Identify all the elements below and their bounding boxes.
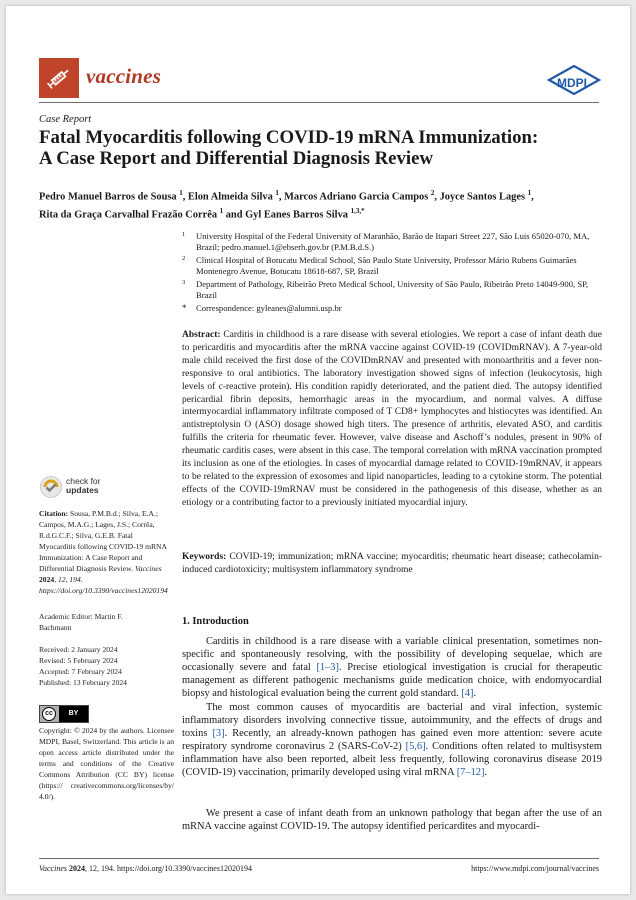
received-date: Received: 2 January 2024 bbox=[39, 645, 118, 654]
author-name[interactable]: Joyce Santos Lages bbox=[439, 191, 528, 203]
affiliations bbox=[182, 231, 602, 317]
abstract-label: Abstract: bbox=[182, 330, 221, 340]
author-separator: , bbox=[278, 191, 285, 203]
text: . bbox=[484, 767, 488, 778]
author-affiliation: 2 bbox=[430, 189, 435, 197]
title-line: Fatal Myocarditis following COVID-19 mRNA Immunization: bbox=[39, 127, 539, 148]
citation-label: Citation: bbox=[39, 509, 69, 518]
article-title bbox=[39, 127, 599, 169]
citation-link[interactable]: [1–3] bbox=[316, 662, 339, 673]
check-for-updates-label[interactable] bbox=[66, 477, 101, 495]
editor-name: Bachmann bbox=[39, 623, 72, 632]
author-name[interactable]: Marcos Adriano Garcia Campos bbox=[284, 191, 431, 203]
citation-journal: Vaccines bbox=[134, 564, 162, 573]
affiliation-text: Clinical Hospital of Botucatu Medical School, São Paulo State University, Professor Mário Rubens Guimarães Montenegro Avenue, Botucatu 18618-687, SP, Brazil bbox=[196, 255, 577, 276]
title-line: A Case Report and Differential Diagnosis Review bbox=[39, 148, 434, 169]
citation-year: 2024 bbox=[39, 575, 55, 584]
check-line: check for bbox=[66, 476, 101, 486]
author-name[interactable]: Elon Almeida Silva bbox=[187, 191, 276, 203]
citation-link[interactable]: [5,6] bbox=[405, 741, 426, 752]
check-for-updates-icon[interactable] bbox=[39, 475, 63, 499]
author-affiliation: 1 bbox=[527, 189, 532, 197]
check-line: updates bbox=[66, 485, 99, 495]
footer-url[interactable]: https://www.mdpi.com/journal/vaccines bbox=[471, 864, 599, 873]
header-rule bbox=[39, 102, 599, 103]
citation-text: Sousa, P.M.B.d.; Silva, E.A.; Campos, M.A.G.; Lages, J.S.; Corrêa, R.d.G.C.F.; Silva, G.E.B. Fatal Myocarditis following COVID-19 mRNA Immunization: A Case Report and Differential Diagnosis Review. bbox=[39, 509, 167, 573]
section-heading: 1. Introduction bbox=[182, 616, 249, 627]
author-affiliation: 1 bbox=[219, 207, 224, 216]
affiliation-number: 3 bbox=[182, 279, 186, 286]
text: . Recently, an already-known pathogen has gained even more attention: severe acute respiratory syndrome coronavirus 2 (SARS-CoV-2) bbox=[182, 728, 602, 752]
citation-block bbox=[39, 508, 171, 596]
author-list bbox=[39, 186, 599, 223]
accepted-date: Accepted: 7 February 2024 bbox=[39, 667, 122, 676]
academic-editor bbox=[39, 611, 171, 633]
text: . bbox=[473, 688, 477, 699]
author-affiliation: 1 bbox=[275, 189, 279, 197]
keywords-label: Keywords: bbox=[182, 552, 227, 562]
author-separator: , bbox=[182, 191, 188, 203]
publisher-name: MDPI bbox=[557, 76, 587, 90]
asterisk-icon: * bbox=[182, 303, 187, 313]
affiliation bbox=[182, 255, 602, 276]
affiliation-number: 2 bbox=[182, 255, 186, 262]
published-date: Published: 13 February 2024 bbox=[39, 678, 127, 687]
author-name[interactable]: Rita da Graça Carvalhal Frazão Corrêa bbox=[39, 209, 220, 221]
citation-volume: , 12, 194. https://doi.org/10.3390/vaccines12020194 bbox=[39, 575, 168, 595]
text: . Conditions often related to multisystem inflammation have also been reported, albeit less frequently, following coronavirus disease 2019 (COVID-19) vaccination, primarily developed using viral mRNA bbox=[182, 741, 602, 778]
paragraph: We present a case of infant death from an unknown pathology that began after the use of an mRNA vaccine against COVID-19. The autopsy identified pericardites and myocardi- bbox=[182, 808, 602, 832]
keywords bbox=[182, 551, 602, 577]
revised-date: Revised: 5 February 2024 bbox=[39, 656, 118, 665]
text: Carditis in childhood is a rare disease with a variable clinical presentation, sometimes non-specific and spontaneously resolving, with the possibility of developing sequelae, which are occasionally severe and fatal bbox=[182, 636, 602, 673]
abstract-text: Carditis in childhood is a rare disease with several etiologies. We report a case of infant death due to pericarditis and myocarditis after the mRNA vaccine against COVID-19 (COVIDmRNAV). A 7-year-old male child received the first dose of the COVIDmRNAV and presented with monoarthritis and a fever non-responsive to oral antibiotics. The laboratory investigation showed signs of infection (leukocytosis, high levels of c-reactive protein). His condition rapidly deteriorated, and the patient died. The autopsy identified pericardial fibrin deposits, hemorrhagic areas in the myocardium, and normal valves. A diffuse intermyocardial inflammatory infiltrate composed of T CD8+ lymphocytes and histiocytes was identified. An antistreptolysin O (ASO) dosage showed high titers. The presence of arthritis, elevated ASO, and carditis fulfills the criteria for rheumatic fever. However, valve disease and Aschoff’s nodules, present in 90% of rheumatic carditis cases, were absent in this case. The temporal correlation with mRNA vaccination prompted its inclusion as one of the etiologies. In cases of myocardial damage related to COVID-19mRNAV, it appears to be related to the expression of exosomes and lipid nanoparticles, leading to a cytokine storm. The potential effects of the COVID-19mRNAV must be considered in the pathogenesis of this disease, whether as an etiology or a contributing factor to a previously initiated myocardial injury. bbox=[182, 330, 602, 508]
citation-link[interactable]: [7–12] bbox=[456, 767, 485, 778]
affiliation-text: University Hospital of the Federal University of Maranhão, Barão de Itapari Street 227, São Luis 65020-070, MA, Brazil; pedro.manuel.1@ebserh.gov.br (P.M.B.d.S.) bbox=[196, 231, 590, 252]
paragraph bbox=[182, 635, 602, 700]
dates bbox=[39, 644, 171, 688]
by-icon: BY bbox=[59, 706, 88, 722]
cc-by-badge[interactable] bbox=[39, 705, 89, 723]
author-name[interactable]: Gyl Eanes Barros Silva bbox=[245, 209, 351, 221]
syringe-icon bbox=[43, 62, 75, 94]
editor-label: Academic Editor: Martin F. bbox=[39, 612, 123, 621]
correspondence-text: Correspondence: gyleanes@alumni.usp.br bbox=[196, 303, 342, 313]
text: . Precise etiological investigation is crucial for therapeutic management as different pathogenic mechanisms guide medication choice, with endomyocardial biopsy and histological evaluation being the current gold standard. bbox=[182, 662, 602, 699]
author-separator: , bbox=[434, 191, 440, 203]
correspondence bbox=[182, 303, 602, 314]
affiliation-text: Department of Pathology, Ribeirão Preto Medical School, University of São Paulo, Ribeirão Preto 14049-900, SP, Brazil bbox=[196, 279, 589, 300]
citation-link[interactable]: [4] bbox=[461, 688, 474, 699]
footer-journal: Vaccines bbox=[39, 864, 67, 873]
author-name[interactable]: Pedro Manuel Barros de Sousa bbox=[39, 191, 180, 203]
journal-name: vaccines bbox=[86, 64, 162, 88]
text: The most common causes of myocarditis are bacterial and viral infection, systemic inflammatory disorders involving connective tissue, autoimmunity, and the effects of drugs and toxins bbox=[182, 702, 602, 739]
author-affiliation: 1,3,* bbox=[350, 207, 365, 216]
author-affiliation: 1 bbox=[179, 189, 183, 197]
author-separator: and bbox=[223, 209, 246, 221]
cc-icon: cc bbox=[42, 707, 56, 721]
affiliation bbox=[182, 279, 602, 300]
citation-link[interactable]: [3] bbox=[212, 728, 225, 739]
affiliation-number: 1 bbox=[182, 231, 186, 238]
keywords-text: COVID-19; immunization; mRNA vaccine; myocarditis; rheumatic heart disease; cathecolamin-induced cardiotoxicity; multisystem inflammatory syndrome bbox=[182, 552, 602, 575]
article-type: Case Report bbox=[39, 114, 92, 125]
footer-doi[interactable]: , 12, 194. https://doi.org/10.3390/vaccines12020194 bbox=[85, 864, 252, 873]
footer-year: 2024 bbox=[69, 864, 85, 873]
paragraph bbox=[182, 701, 602, 779]
license-text: Copyright: © 2024 by the authors. Licensee MDPI, Basel, Switzerland. This article is an open access article distributed under the terms and conditions of the Creative Commons Attribution (CC BY) license (https:// creativecommons.org/licenses/by/ 4.0/). bbox=[39, 726, 174, 801]
paper-page bbox=[6, 6, 630, 894]
affiliation bbox=[182, 231, 602, 252]
page-footer bbox=[39, 864, 599, 873]
author-separator: , bbox=[531, 191, 534, 203]
footer-rule bbox=[39, 858, 599, 859]
journal-logo bbox=[39, 58, 79, 98]
abstract bbox=[182, 329, 602, 510]
